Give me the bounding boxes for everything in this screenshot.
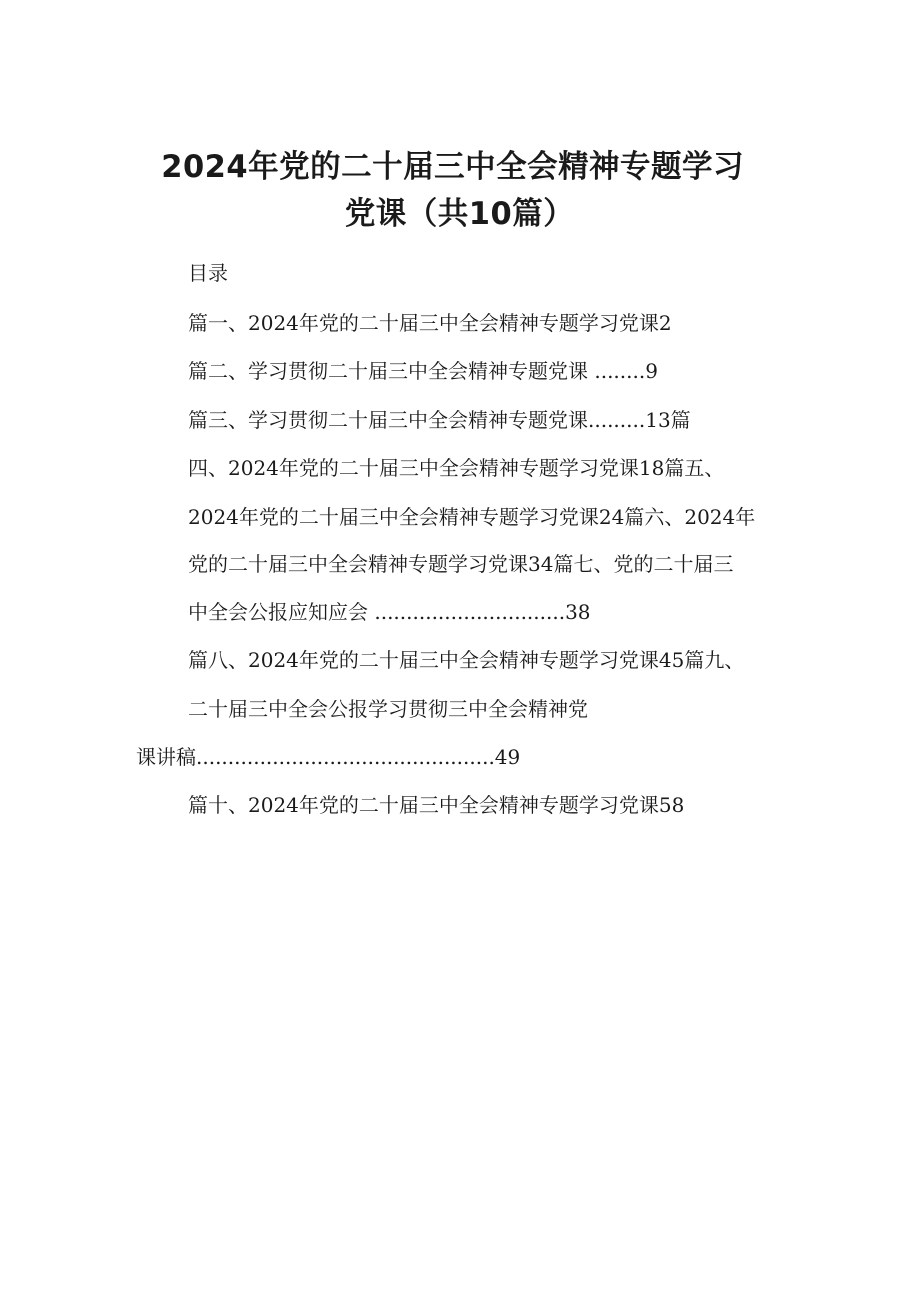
document-title-line2: 党课（共10篇）: [344, 196, 575, 232]
toc-line: 篇一、2024年党的二十届三中全会精神专题学习党课2: [188, 311, 672, 335]
toc-line: 篇二、学习贯彻二十届三中全会精神专题党课 ........9: [188, 359, 658, 383]
document-title-line1: 2024年党的二十届三中全会精神专题学习: [161, 149, 745, 185]
toc-line: 党的二十届三中全会精神专题学习党课34篇七、党的二十届三: [188, 552, 734, 576]
toc-line: 四、2024年党的二十届三中全会精神专题学习党课18篇五、: [188, 456, 725, 480]
toc-heading: 目录: [188, 261, 228, 285]
toc-line: 2024年党的二十届三中全会精神专题学习党课24篇六、2024年: [188, 505, 756, 529]
toc-line: 篇八、2024年党的二十届三中全会精神专题学习党课45篇九、: [188, 648, 745, 672]
toc-line: 篇十、2024年党的二十届三中全会精神专题学习党课58: [188, 793, 685, 817]
toc-line: 篇三、学习贯彻二十届三中全会精神专题党课.........13篇: [188, 408, 691, 432]
toc-line: 中全会公报应知应会 ..............................38: [188, 600, 591, 624]
toc-line: 课讲稿...............................................49: [136, 745, 521, 769]
toc-line: 二十届三中全会公报学习贯彻三中全会精神党: [188, 697, 588, 721]
